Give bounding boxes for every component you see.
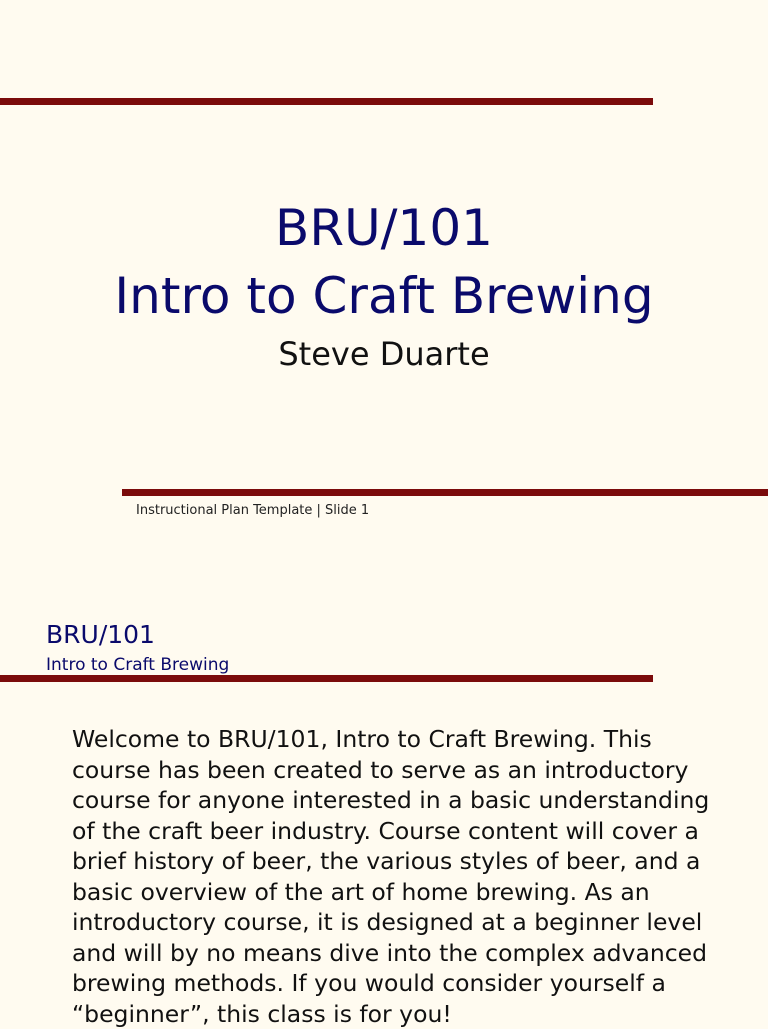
slide-title-course-name: Intro to Craft Brewing — [114, 267, 654, 325]
top-divider-rule — [0, 98, 653, 105]
slide-footer-caption: Instructional Plan Template | Slide 1 — [136, 503, 370, 518]
footer-divider-rule — [122, 489, 768, 496]
slide2-divider-rule — [0, 675, 653, 682]
slide2-heading: BRU/101 — [46, 620, 155, 649]
slide-title-course-code: BRU/101 — [275, 199, 493, 257]
slide2-body-paragraph: Welcome to BRU/101, Intro to Craft Brewing. This course has been created to serve as an introductory course for anyone interested in a basic understanding of the craft beer industry. Course content will cover a brief history of beer, the various styles of beer, and a basic overview of the art of home brewing. As an introductory course, it is designed at a beginner level and will by no means dive into the complex advanced brewing methods. If you would consider yourself a “beginner”, this class is for you! — [72, 725, 710, 1028]
author-name: Steve Duarte — [278, 335, 490, 373]
slide2-subheading: Intro to Craft Brewing — [46, 655, 230, 675]
